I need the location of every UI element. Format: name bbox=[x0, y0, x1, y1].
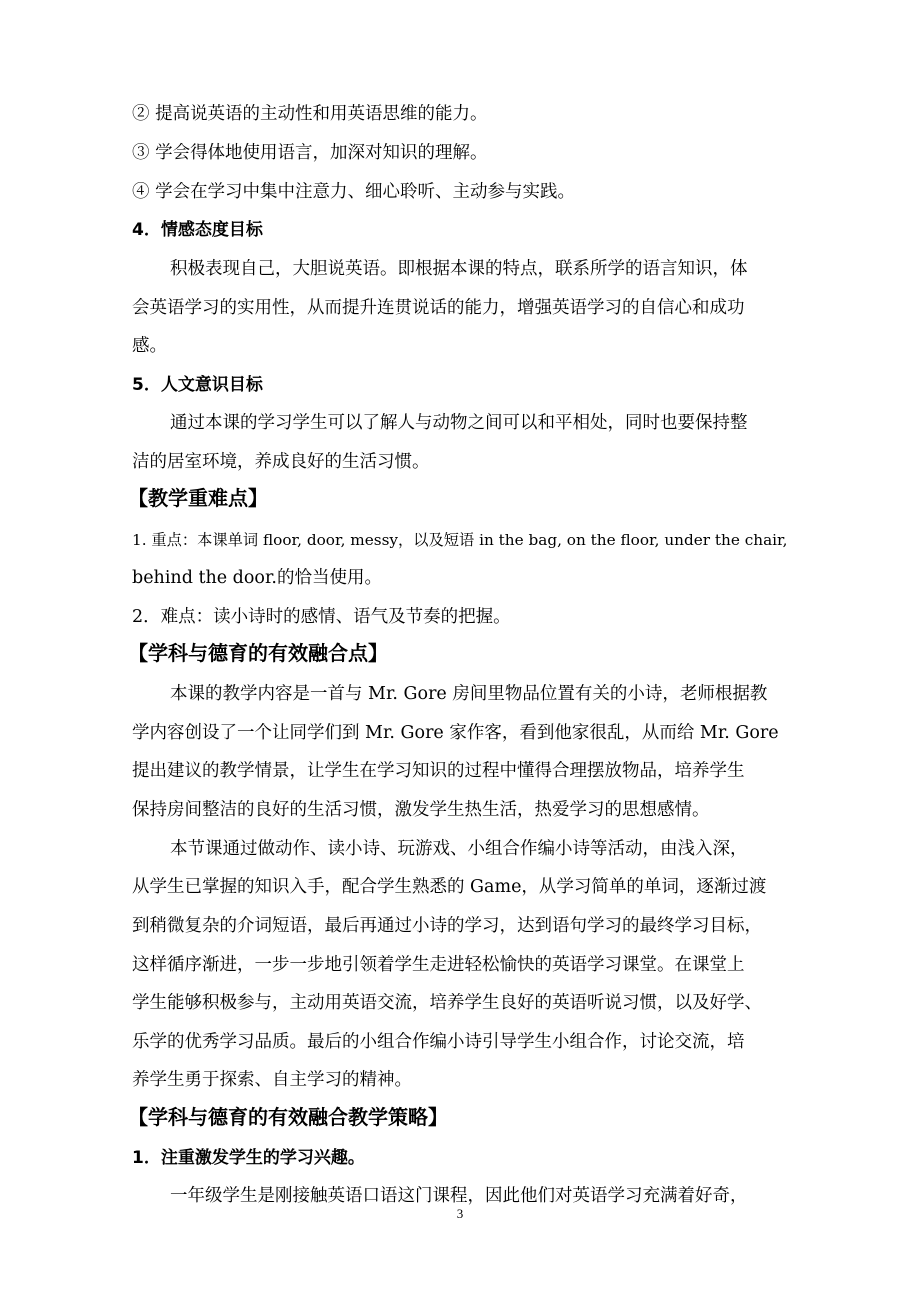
heading-humanistic-goal: 5．人文意识目标 bbox=[132, 375, 263, 395]
page-number: 3 bbox=[456, 1206, 464, 1221]
paragraph-line: 2．难点：读小诗时的感情、语气及节奏的把握。 bbox=[132, 607, 511, 627]
goal-item-4: ④ 学会在学习中集中注意力、细心聆听、主动参与实践。 bbox=[132, 182, 576, 202]
paragraph-line: 从学生已掌握的知识入手，配合学生熟悉的 Game，从学习简单的单词，逐渐过渡 bbox=[132, 877, 767, 897]
paragraph-line: 学内容创设了一个让同学们到 Mr. Gore 家作客，看到他家很乱，从而给 Mr. Gore bbox=[132, 723, 779, 743]
paragraph-line: 本课的教学内容是一首与 Mr. Gore 房间里物品位置有关的小诗，老师根据教 bbox=[170, 684, 768, 704]
paragraph-line: 保持房间整洁的良好的生活习惯，激发学生热生活，热爱学习的思想感情。 bbox=[132, 800, 710, 820]
paragraph-line: 会英语学习的实用性，从而提升连贯说话的能力，增强英语学习的自信心和成功 bbox=[132, 298, 745, 318]
paragraph-line: 积极表现自己，大胆说英语。即根据本课的特点，联系所学的语言知识，体 bbox=[170, 259, 748, 279]
paragraph-line: 提出建议的教学情景，让学生在学习知识的过程中懂得合理摆放物品，培养学生 bbox=[132, 761, 745, 781]
paragraph-line: 通过本课的学习学生可以了解人与动物之间可以和平相处，同时也要保持整 bbox=[170, 413, 748, 433]
paragraph-line: 1. 重点：本课单词 floor, door, messy，以及短语 in the bag, on the floor, under the chair, bbox=[132, 531, 788, 549]
heading-emotion-goal: 4．情感态度目标 bbox=[132, 220, 263, 240]
paragraph-line: 到稍微复杂的介词短语，最后再通过小诗的学习，达到语句学习的最终学习目标， bbox=[132, 916, 762, 936]
goal-item-3: ③ 学会得体地使用语言，加深对知识的理解。 bbox=[132, 143, 488, 163]
paragraph-line: behind the door.的恰当使用。 bbox=[132, 568, 382, 588]
paragraph-line: 洁的居室环境，养成良好的生活习惯。 bbox=[132, 452, 430, 472]
paragraph-line: 学生能够积极参与，主动用英语交流，培养学生良好的英语听说习惯，以及好学、 bbox=[132, 993, 762, 1013]
section-heading-integration-points: 【学科与德育的有效融合点】 bbox=[128, 641, 388, 665]
section-heading-integration-strategy: 【学科与德育的有效融合教学策略】 bbox=[128, 1105, 448, 1129]
goal-item-2: ② 提高说英语的主动性和用英语思维的能力。 bbox=[132, 104, 488, 124]
paragraph-line: 一年级学生是刚接触英语口语这门课程，因此他们对英语学习充满着好奇， bbox=[170, 1186, 748, 1206]
section-heading-key-points: 【教学重难点】 bbox=[128, 486, 268, 510]
paragraph-line: 这样循序渐进，一步一步地引领着学生走进轻松愉快的英语学习课堂。在课堂上 bbox=[132, 955, 745, 975]
paragraph-line: 养学生勇于探索、自主学习的精神。 bbox=[132, 1070, 412, 1090]
paragraph-line: 本节课通过做动作、读小诗、玩游戏、小组合作编小诗等活动，由浅入深， bbox=[170, 839, 748, 859]
paragraph-line: 感。 bbox=[132, 336, 167, 356]
heading-interest: 1．注重激发学生的学习兴趣。 bbox=[132, 1148, 365, 1168]
paragraph-line: 乐学的优秀学习品质。最后的小组合作编小诗引导学生小组合作，讨论交流，培 bbox=[132, 1032, 745, 1052]
